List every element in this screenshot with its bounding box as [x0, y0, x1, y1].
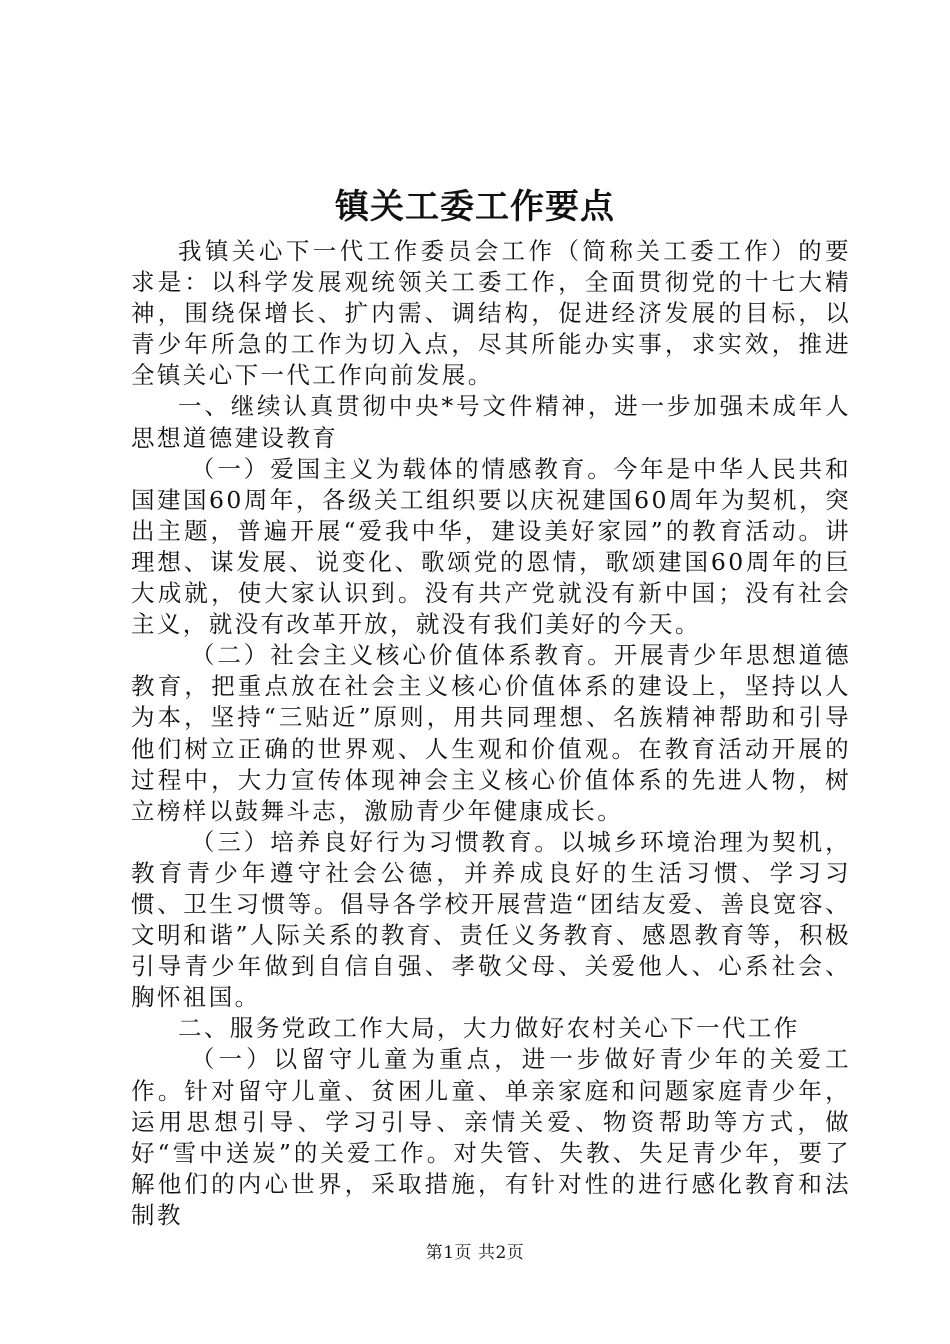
page-number-footer: 第1页 共2页: [425, 1243, 525, 1263]
document-body: [131, 236, 851, 1231]
subsection-1-3: （三）培养良好行为习惯教育。以城乡环境治理为契机，教育青少年遵守社会公德，并养成良好的生活习惯、学习习惯、卫生习惯等。倡导各学校开展营造“团结友爱、善良宽容、文明和谐”人际关系的教育、责任义务教育、感恩教育等，积极引导青少年做到自信自强、孝敬父母、关爱他人、心系社会、胸怀祖国。: [131, 827, 851, 1012]
section-heading-2: 二、服务党政工作大局，大力做好农村关心下一代工作: [178, 1014, 800, 1043]
subsection-1-1: （一）爱国主义为载体的情感教育。今年是中华人民共和国建国60周年，各级关工组织要以庆祝建国60周年为契机，突出主题，普遍开展“爱我中华，建设美好家园”的教育活动。讲理想、谋发展、说变化、歌颂党的恩情，歌颂建国60周年的巨大成就，使大家认识到。没有共产党就没有新中国；没有社会主义，就没有改革开放，就没有我们美好的今天。: [131, 454, 851, 639]
subsection-2-1: （一）以留守儿童为重点，进一步做好青少年的关爱工作。针对留守儿童、贫困儿童、单亲家庭和问题家庭青少年，运用思想引导、学习引导、亲情关爱、物资帮助等方式，做好“雪中送炭”的关爱工作。对失管、失教、失足青少年，要了解他们的内心世界，采取措施，有针对性的进行感化教育和法制教: [131, 1045, 851, 1229]
document-title: 镇关工委工作要点: [335, 187, 615, 227]
subsection-1-2: （二）社会主义核心价值体系教育。开展青少年思想道德教育，把重点放在社会主义核心价值体系的建设上，坚持以人为本，坚持“三贴近”原则，用共同理想、名族精神帮助和引导他们树立正确的世界观、人生观和价值观。在教育活动开展的过程中，大力宣传体现神会主义核心价值体系的先进人物，树立榜样以鼓舞斗志，激励青少年健康成长。: [131, 641, 851, 825]
intro-paragraph: 我镇关心下一代工作委员会工作（简称关工委工作）的要求是：以科学发展观统领关工委工作，全面贯彻党的十七大精神，围绕保增长、扩内需、调结构，促进经济发展的目标，以青少年所急的工作为切入点，尽其所能办实事，求实效，推进全镇关心下一代工作向前发展。: [131, 237, 851, 390]
section-heading-1: 一、继续认真贯彻中央*号文件精神，进一步加强未成年人思想道德建设教育: [131, 392, 851, 452]
